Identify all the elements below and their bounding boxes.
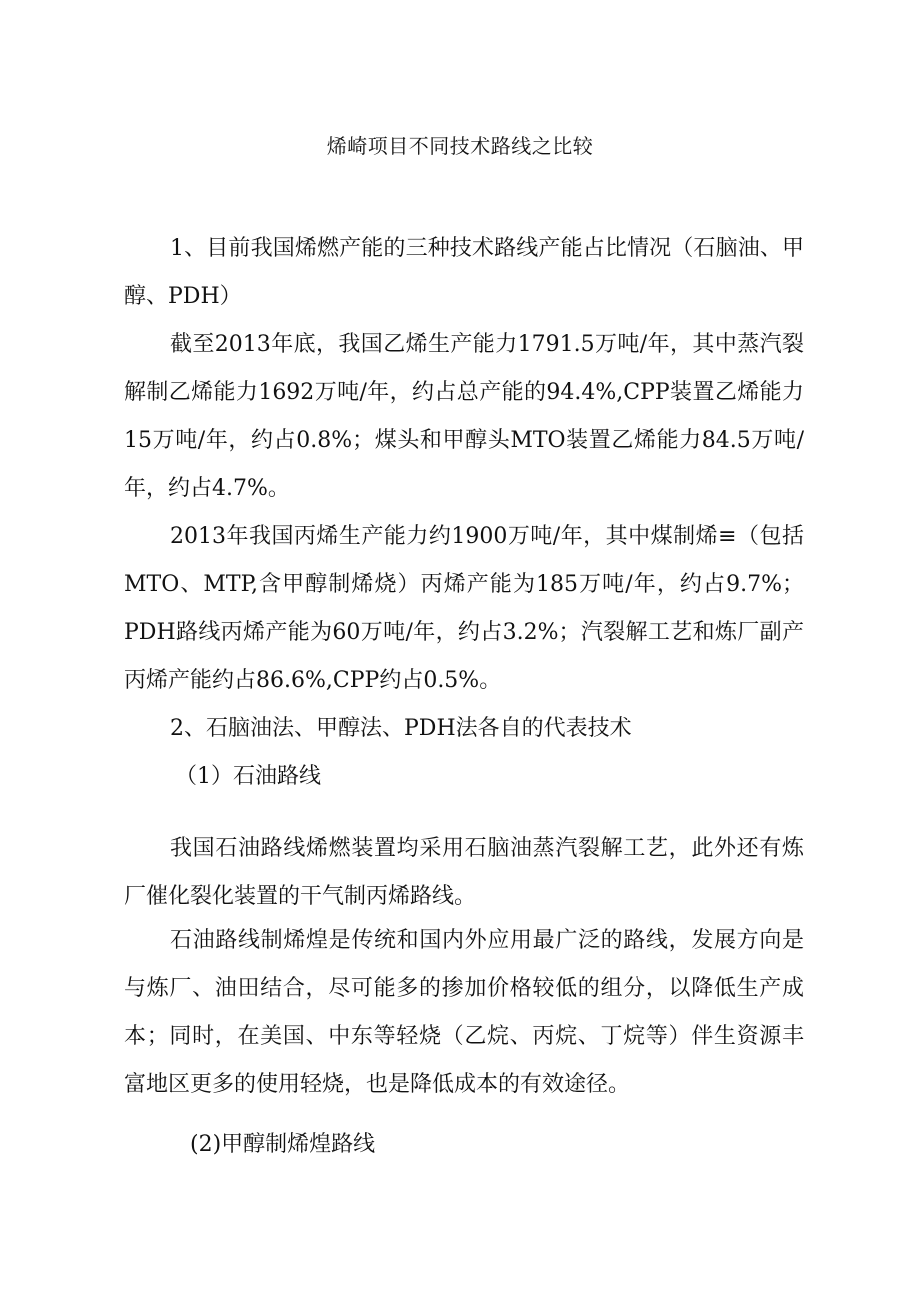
section-1-paragraph-ethylene: 截至2013年底，我国乙烯生产能力1791.5万吨/年，其中蒸汽裂解制乙烯能力1692万吨/年，约占总产能的94.4%,CPP装置乙烯能力15万吨/年，约占0.8%；煤头和甲醇头MTO装置乙烯能力84.5万吨/年，约占4.7%。 (124, 332, 804, 501)
section-2-heading: 2、石脑油法、甲醇法、PDH法各自的代表技术 (170, 716, 632, 741)
subsection-1-paragraph-1: 我国石油路线烯燃装置均采用石脑油蒸汽裂解工艺，此外还有炼厂催化裂化装置的干气制丙烯路线。 (124, 836, 804, 909)
document-title: 烯崎项目不同技术路线之比较 (326, 134, 594, 158)
subsection-1-paragraph-2: 石油路线制烯煌是传统和国内外应用最广泛的路线，发展方向是与炼厂、油田结合，尽可能多的掺加价格较低的组分，以降低生产成本；同时，在美国、中东等轻烧（乙烷、丙烷、丁烷等）伴生资源丰富地区更多的使用轻烧，也是降低成本的有效途径。 (124, 928, 804, 1097)
section-1-heading: 1、目前我国烯燃产能的三种技术路线产能占比情况（石脑油、甲醇、PDH） (124, 236, 804, 309)
subsection-2-heading: (2)甲醇制烯煌路线 (190, 1132, 376, 1157)
subsection-1-heading: （1）石油路线 (175, 764, 321, 789)
section-1-paragraph-propylene: 2013年我国丙烯生产能力约1900万吨/年，其中煤制烯≡（包括MTO、MTP,含甲醇制烯烧）丙烯产能为185万吨/年，约占9.7%；PDH路线丙烯产能为60万吨/年，约占3.2%；汽裂解工艺和炼厂副产丙烯产能约占86.6%,CPP约占0.5%。 (124, 524, 804, 693)
